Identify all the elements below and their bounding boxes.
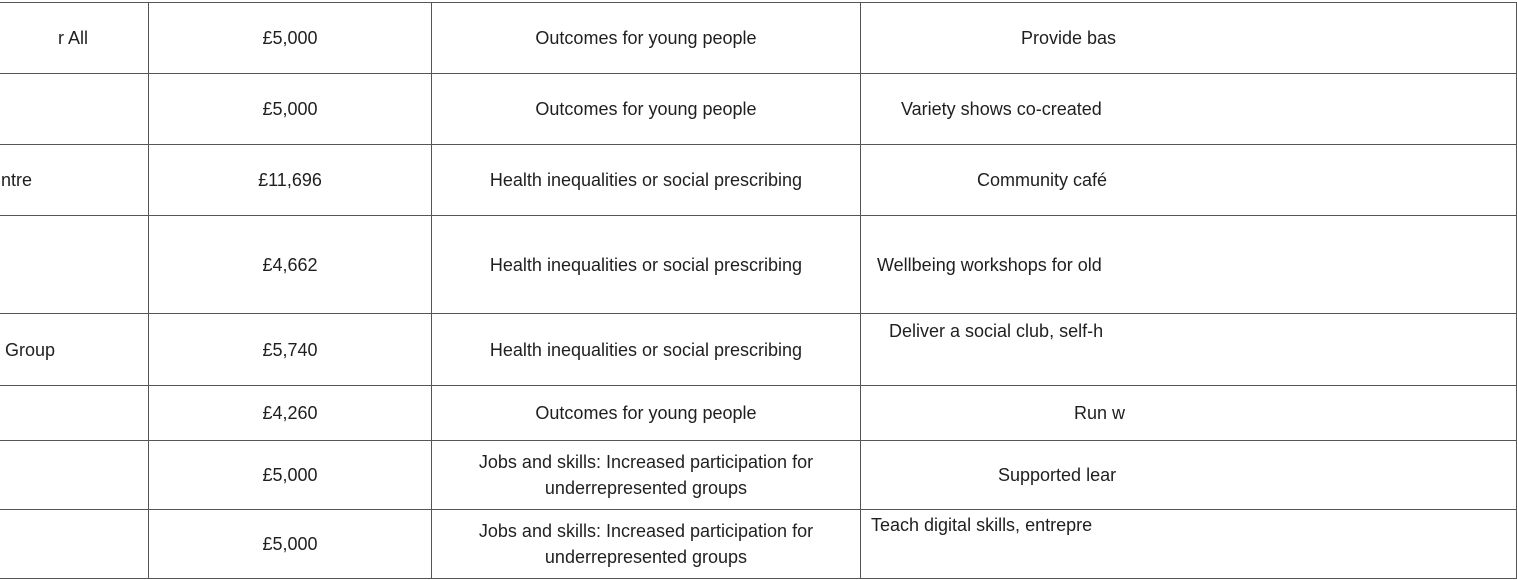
cell-description (861, 74, 1517, 145)
cell-amount: £5,000 (149, 441, 432, 510)
description-text: Provide bas (1021, 28, 1117, 48)
cell-description (861, 386, 1517, 441)
table-row (0, 386, 1517, 441)
description-text: Supported lear (998, 465, 1117, 485)
cell-organisation (0, 510, 149, 579)
cell-amount: £4,662 (149, 216, 432, 314)
cell-amount: £4,260 (149, 386, 432, 441)
cell-organisation: Group (0, 314, 149, 386)
cell-amount: £11,696 (149, 145, 432, 216)
cell-description (861, 441, 1517, 510)
cell-organisation: r All (0, 3, 149, 74)
description-text: Wellbeing workshops for old (877, 254, 1102, 275)
cell-theme: Jobs and skills: Increased participation for underrepresented groups (432, 510, 861, 579)
cell-theme: Outcomes for young people (432, 386, 861, 441)
cell-amount: £5,740 (149, 314, 432, 386)
table-row (0, 510, 1517, 579)
cell-organisation: ntre (0, 145, 149, 216)
cell-amount: £5,000 (149, 74, 432, 145)
cell-theme: Health inequalities or social prescribing (432, 314, 861, 386)
table-row (0, 3, 1517, 74)
grants-table (0, 2, 1517, 579)
cell-theme: Health inequalities or social prescribing (432, 216, 861, 314)
cell-theme: Outcomes for young people (432, 3, 861, 74)
cell-amount: £5,000 (149, 510, 432, 579)
cell-description (861, 3, 1517, 74)
table-row (0, 145, 1517, 216)
description-text: Teach digital skills, entrepre (871, 515, 1093, 535)
cell-description (861, 314, 1517, 386)
cell-description (861, 510, 1517, 579)
cell-description (861, 145, 1517, 216)
description-text: Variety shows co-created (901, 99, 1102, 119)
table-row (0, 314, 1517, 386)
cell-theme: Health inequalities or social prescribing (432, 145, 861, 216)
cell-organisation (0, 216, 149, 314)
table-row (0, 74, 1517, 145)
cell-theme: Outcomes for young people (432, 74, 861, 145)
table-row (0, 216, 1517, 314)
cell-organisation (0, 441, 149, 510)
cell-description (861, 216, 1517, 314)
cell-amount: £5,000 (149, 3, 432, 74)
description-text: Deliver a social club, self-h (889, 321, 1104, 341)
cell-theme: Jobs and skills: Increased participation for underrepresented groups (432, 441, 861, 510)
table-row (0, 441, 1517, 510)
description-text: Community café (977, 170, 1108, 190)
cell-organisation (0, 386, 149, 441)
cell-organisation (0, 74, 149, 145)
description-text: Run w (1074, 403, 1126, 423)
